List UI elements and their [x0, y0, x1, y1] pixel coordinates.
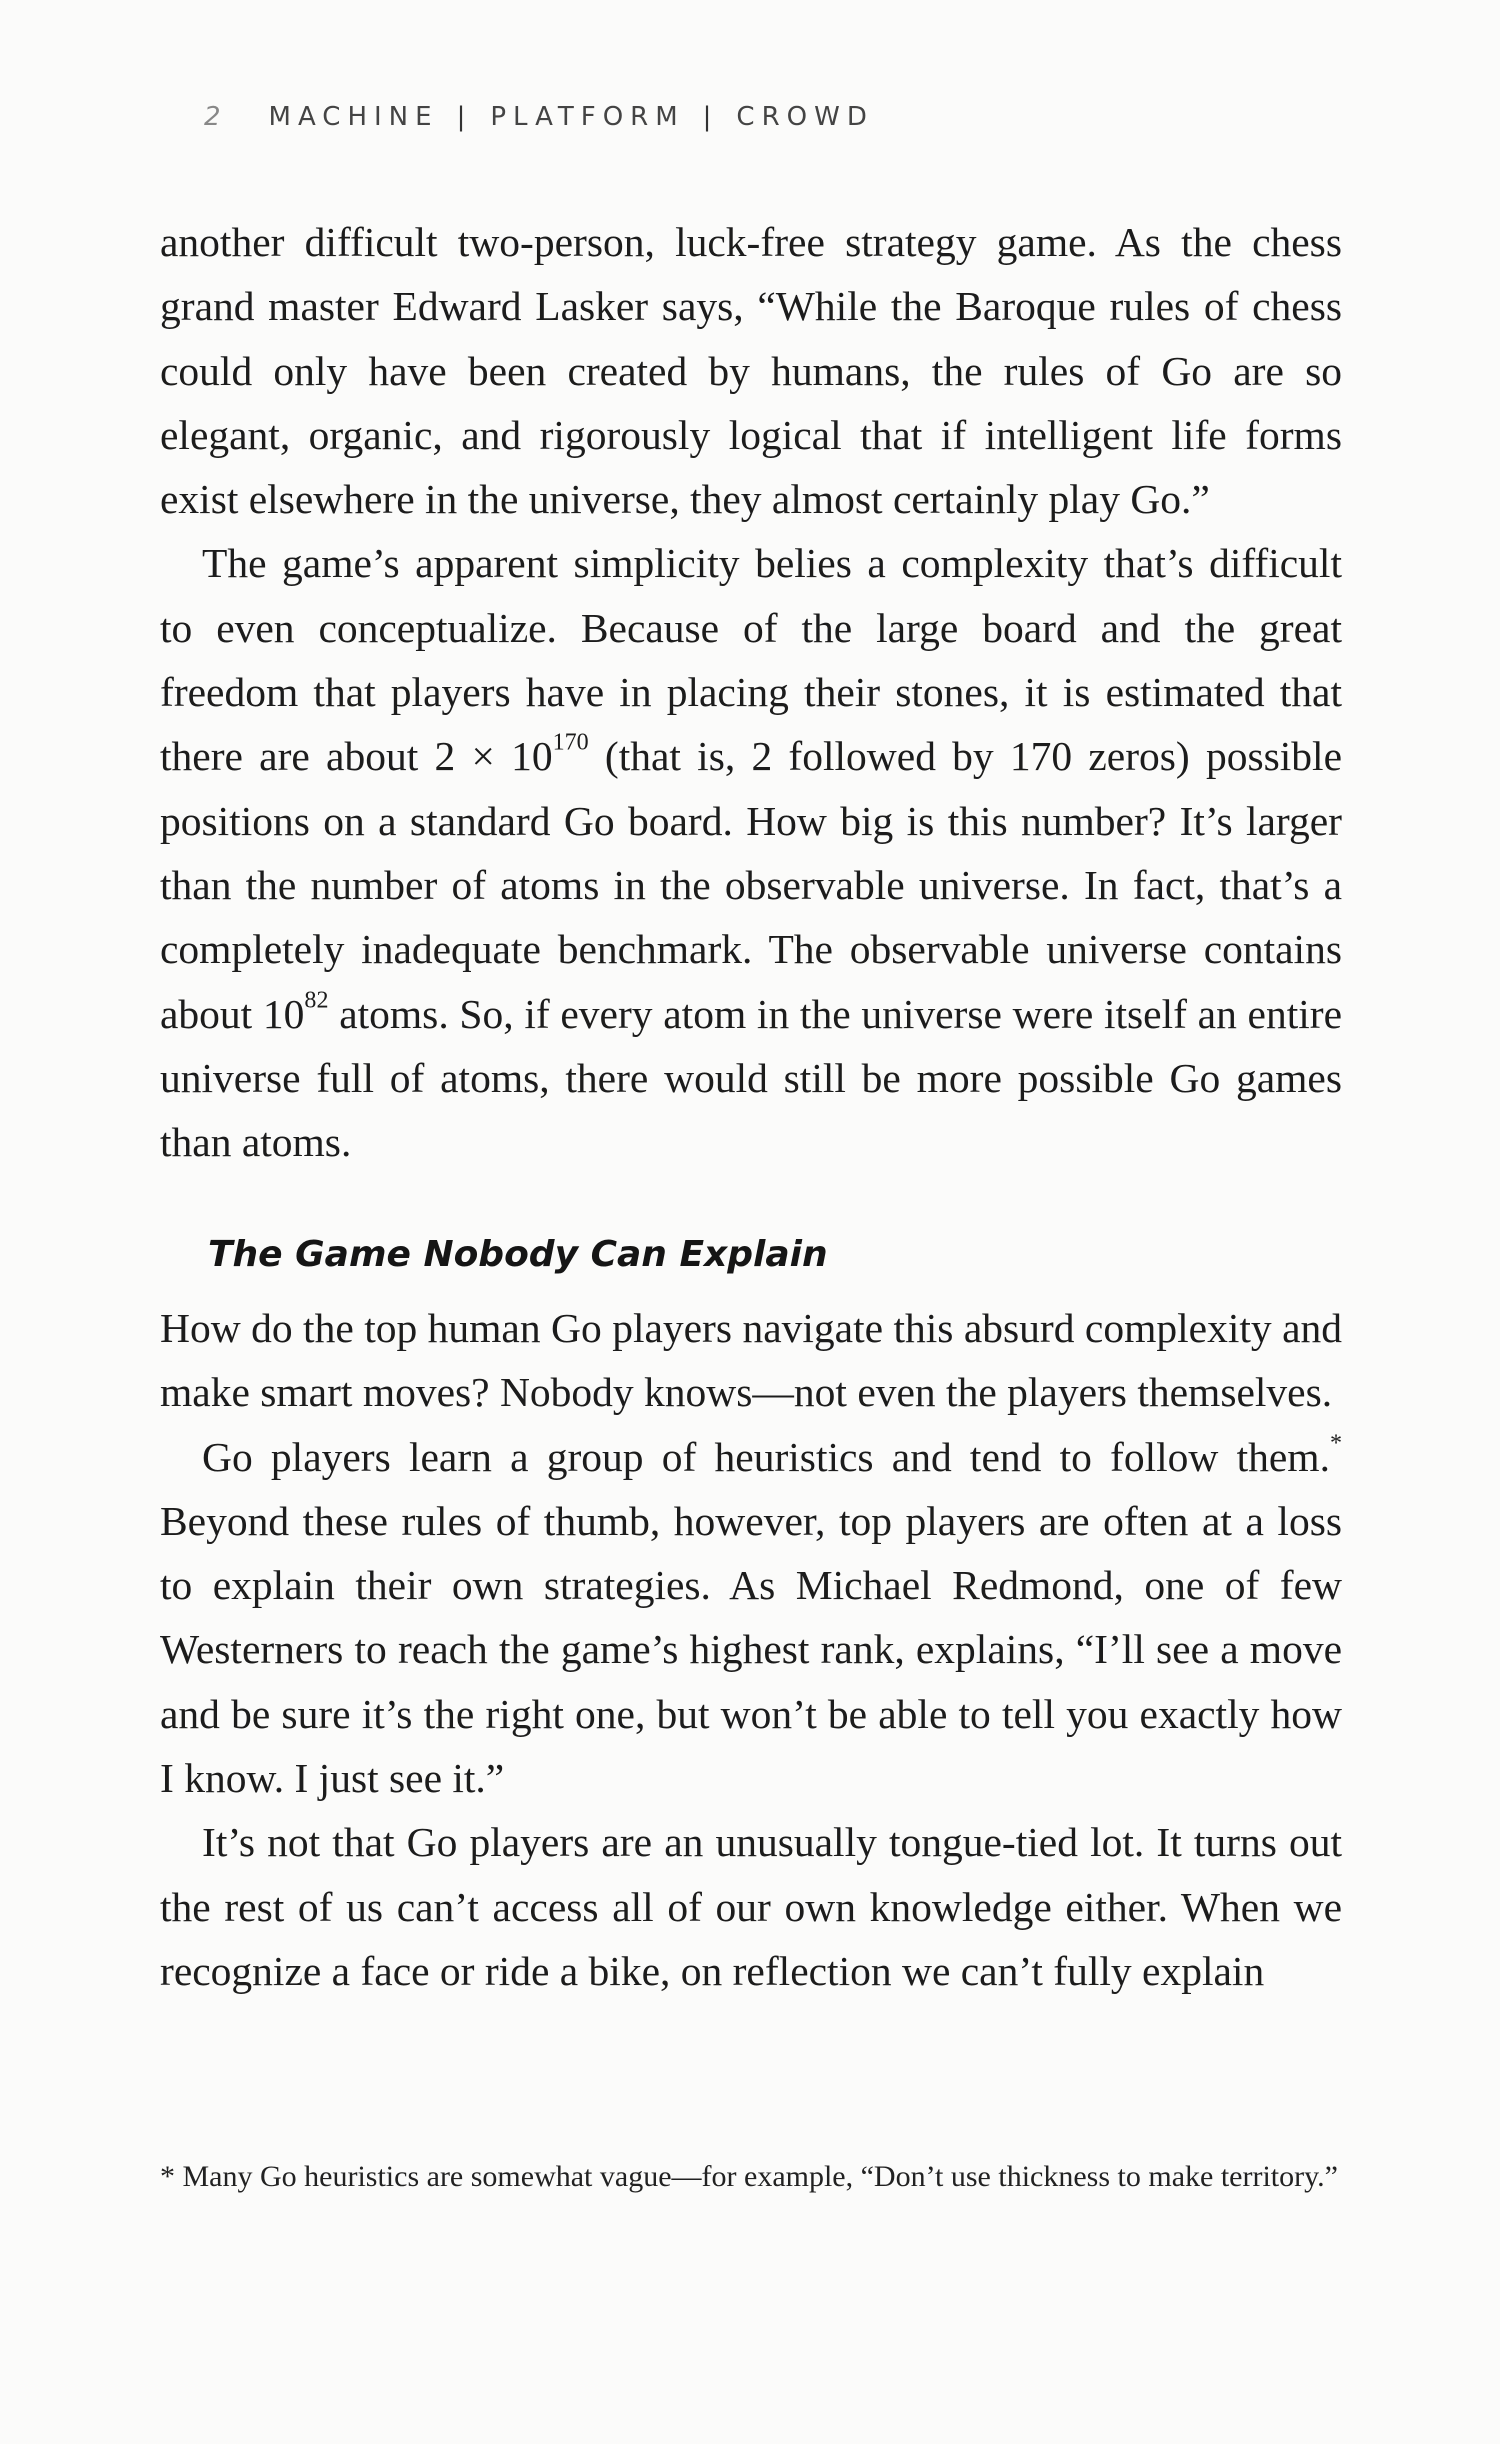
paragraph-complexity-part-1: The game’s apparent simplicity belies a complexity that’s difficult to even conceptualize. Because of the large board and the great freedom that players have in placing their stones, it is estimated that there are about 2 × 10 — [160, 540, 1342, 780]
footnote — [160, 2152, 1342, 2202]
paragraph-complexity-part-3: atoms. So, if every atom in the universe were itself an entire universe full of atoms, there would still be more possible Go games than atoms. — [160, 990, 1342, 1166]
section-heading: The Game Nobody Can Explain — [208, 1234, 828, 1275]
running-head-title-platform: PLATFORM — [490, 102, 685, 132]
paragraph-heuristics-part-1: Go players learn a group of heuristics and tend to follow them. — [202, 1433, 1330, 1480]
paragraph-tongue-tied: It’s not that Go players are an unusually tongue-tied lot. It turns out the rest of us can’t access all of our own knowledge either. When we recognize a face or ride a bike, on reflection we can’t fully explain — [160, 1819, 1342, 1994]
running-head — [204, 102, 874, 132]
running-head-separator: | — [456, 102, 473, 132]
footnote-marker: * — [160, 2160, 175, 2193]
paragraph-heuristics — [160, 1425, 1342, 1811]
running-head-separator: | — [702, 102, 719, 132]
footnote-text: Many Go heuristics are somewhat vague—for example, “Don’t use thickness to make territory.” — [175, 2160, 1338, 2193]
page-number: 2 — [204, 102, 221, 132]
paragraph-complexity — [160, 531, 1342, 1174]
body-text-lower — [160, 1296, 1342, 2003]
running-head-title-crowd: CROWD — [736, 102, 874, 132]
paragraph-lasker-quote: another difficult two-person, luck-free strategy game. As the chess grand master Edward Lasker says, “While the Baroque rules of chess could only have been created by humans, the rules of Go are so elegant, organic, and rigorously logical that if intelligent life forms exist elsewhere in the universe, they almost certainly play Go.” — [160, 219, 1342, 523]
running-head-title-machine: MACHINE — [268, 102, 439, 132]
footnote-reference[interactable]: * — [1329, 1430, 1342, 1457]
paragraph-complexity-part-2: (that is, 2 followed by 170 zeros) possible positions on a standard Go board. How big is this number? It’s larger than the number of atoms in the observable universe. In fact, that’s a completely inadequate benchmark. The observable universe contains about 10 — [160, 733, 1342, 1037]
paragraph-heuristics-part-2: Beyond these rules of thumb, however, top players are often at a loss to explain their own strategies. As Michael Redmond, one of few Westerners to reach the game’s highest rank, explains, “I’ll see a move and be sure it’s the right one, but won’t be able to tell you exactly how I know. I just see it.” — [160, 1497, 1342, 1802]
paragraph-top-players: How do the top human Go players navigate this absurd complexity and make smart moves? Nobody knows—not even the players themselves. — [160, 1305, 1342, 1416]
exponent-82: 82 — [304, 987, 329, 1014]
exponent-170: 170 — [552, 729, 589, 756]
body-text-upper — [160, 210, 1342, 1174]
